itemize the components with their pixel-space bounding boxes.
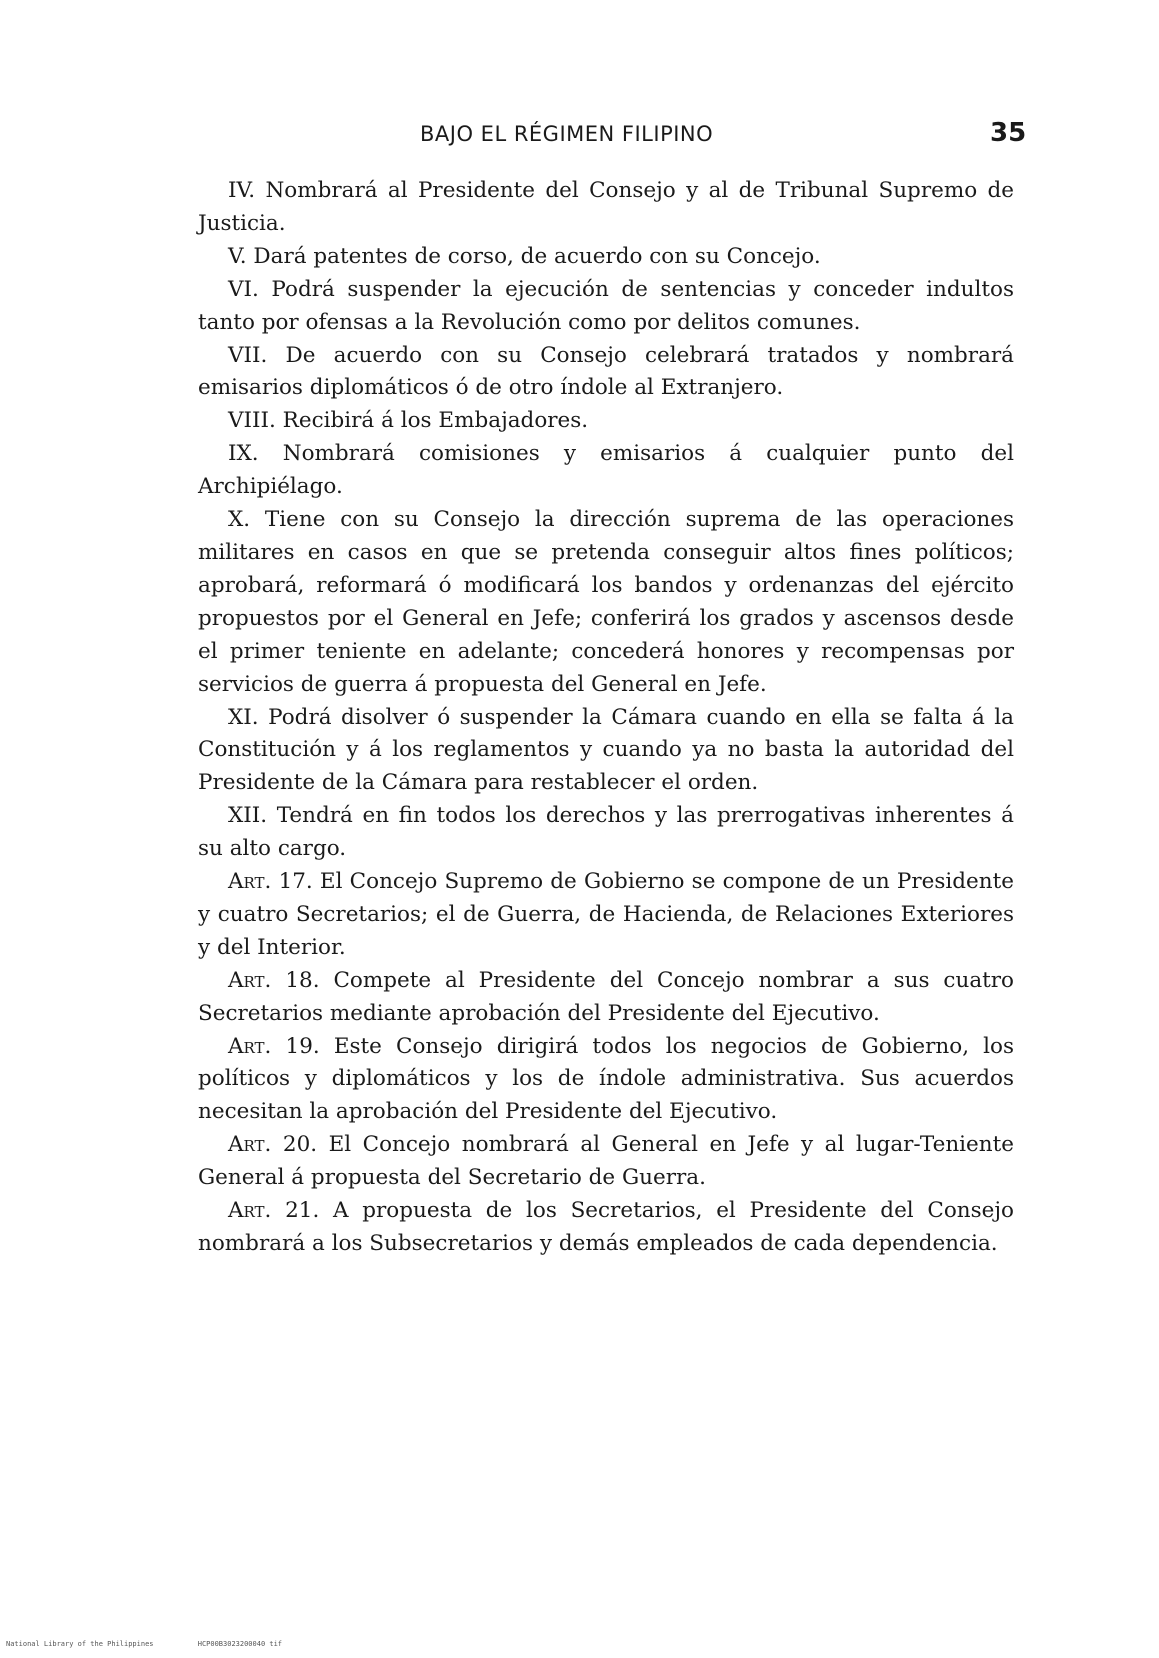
article-19 [198,1031,1014,1130]
paragraph-viii [198,405,1014,438]
paragraph-text: 17. El Concejo Supremo de Gobierno se compone de un Presidente y cuatro Secretarios; el de Guerra, de Hacienda, de Relaciones Exteriores y del Interior. [198,869,1014,960]
paragraph-ix [198,438,1014,504]
paragraph-text: 21. A propuesta de los Secretarios, el Presidente del Consejo nombrará a los Subsecretarios y demás empleados de cada dependencia. [198,1198,1014,1256]
paragraph-text: XII. Tendrá en fin todos los derechos y las prerrogativas inherentes á su alto cargo. [198,803,1014,862]
running-title: BAJO EL RÉGIMEN FILIPINO [420,122,714,146]
scan-footer [6,1640,322,1648]
library-credit: National Library of the Philippines [6,1640,154,1648]
paragraph-text: V. Dará patentes de corso, de acuerdo con su Concejo. [228,243,821,269]
article-label: Art. [228,1198,272,1224]
article-21 [198,1195,1014,1261]
paragraph-text: VIII. Recibirá á los Embajadores. [228,408,589,434]
image-identifier: HCP00B3023200040 tif [197,1640,283,1648]
running-header [0,118,1159,152]
paragraph-text: IV. Nombrará al Presidente del Consejo y al de Tribunal Supremo de Justicia. [198,178,1014,236]
paragraph-v [198,241,1014,274]
paragraph-text: VII. De acuerdo con su Consejo celebrará tratados y nombrará emisarios diplomáticos ó de otro índole al Extranjero. [198,342,1014,401]
page-number: 35 [990,118,1027,148]
article-label: Art. [228,869,272,895]
article-label: Art. [228,967,272,993]
paragraph-x [198,504,1014,701]
paragraph-text: 20. El Concejo nombrará al General en Jefe y al lugar-Teniente General á propuesta del Secretario de Guerra. [198,1132,1014,1191]
article-label: Art. [228,1033,272,1059]
paragraph-text: 18. Compete al Presidente del Concejo nombrar a sus cuatro Secretarios mediante aprobación del Presidente del Ejecutivo. [198,967,1014,1026]
paragraph-xi [198,702,1014,801]
paragraph-vi [198,274,1014,340]
article-20 [198,1129,1014,1195]
article-18 [198,965,1014,1031]
paragraph-text: 19. Este Consejo dirigirá todos los negocios de Gobierno, los políticos y diplomáticos y los de índole administrativa. Sus acuerdos necesitan la aprobación del Presidente del Ejecutivo. [198,1033,1014,1125]
paragraph-text: X. Tiene con su Consejo la dirección suprema de las operaciones militares en casos en que se pretenda conseguir altos fines políticos; aprobará, reformará ó modificará los bandos y ordenanzas del ejército propuestos por el General en Jefe; conferirá los grados y ascensos desde el primer teniente en adelante; concederá honores y recompensas por servicios de guerra á propuesta del General en Jefe. [198,507,1014,697]
article-17 [198,866,1014,965]
paragraph-text: IX. Nombrará comisiones y emisarios á cualquier punto del Archipiélago. [198,441,1014,500]
paragraph-xii [198,800,1014,866]
paragraph-vii [198,340,1014,406]
article-label: Art. [228,1132,272,1158]
body-text [198,175,1014,1261]
paragraph-text: XI. Podrá disolver ó suspender la Cámara cuando en ella se falta á la Constitución y á los reglamentos y cuando ya no basta la autoridad del Presidente de la Cámara para restablecer el orden. [198,704,1014,796]
paragraph-iv [198,175,1014,241]
paragraph-text: VI. Podrá suspender la ejecución de sentencias y conceder indultos tanto por ofensas a la Revolución como por delitos comunes. [198,276,1014,335]
